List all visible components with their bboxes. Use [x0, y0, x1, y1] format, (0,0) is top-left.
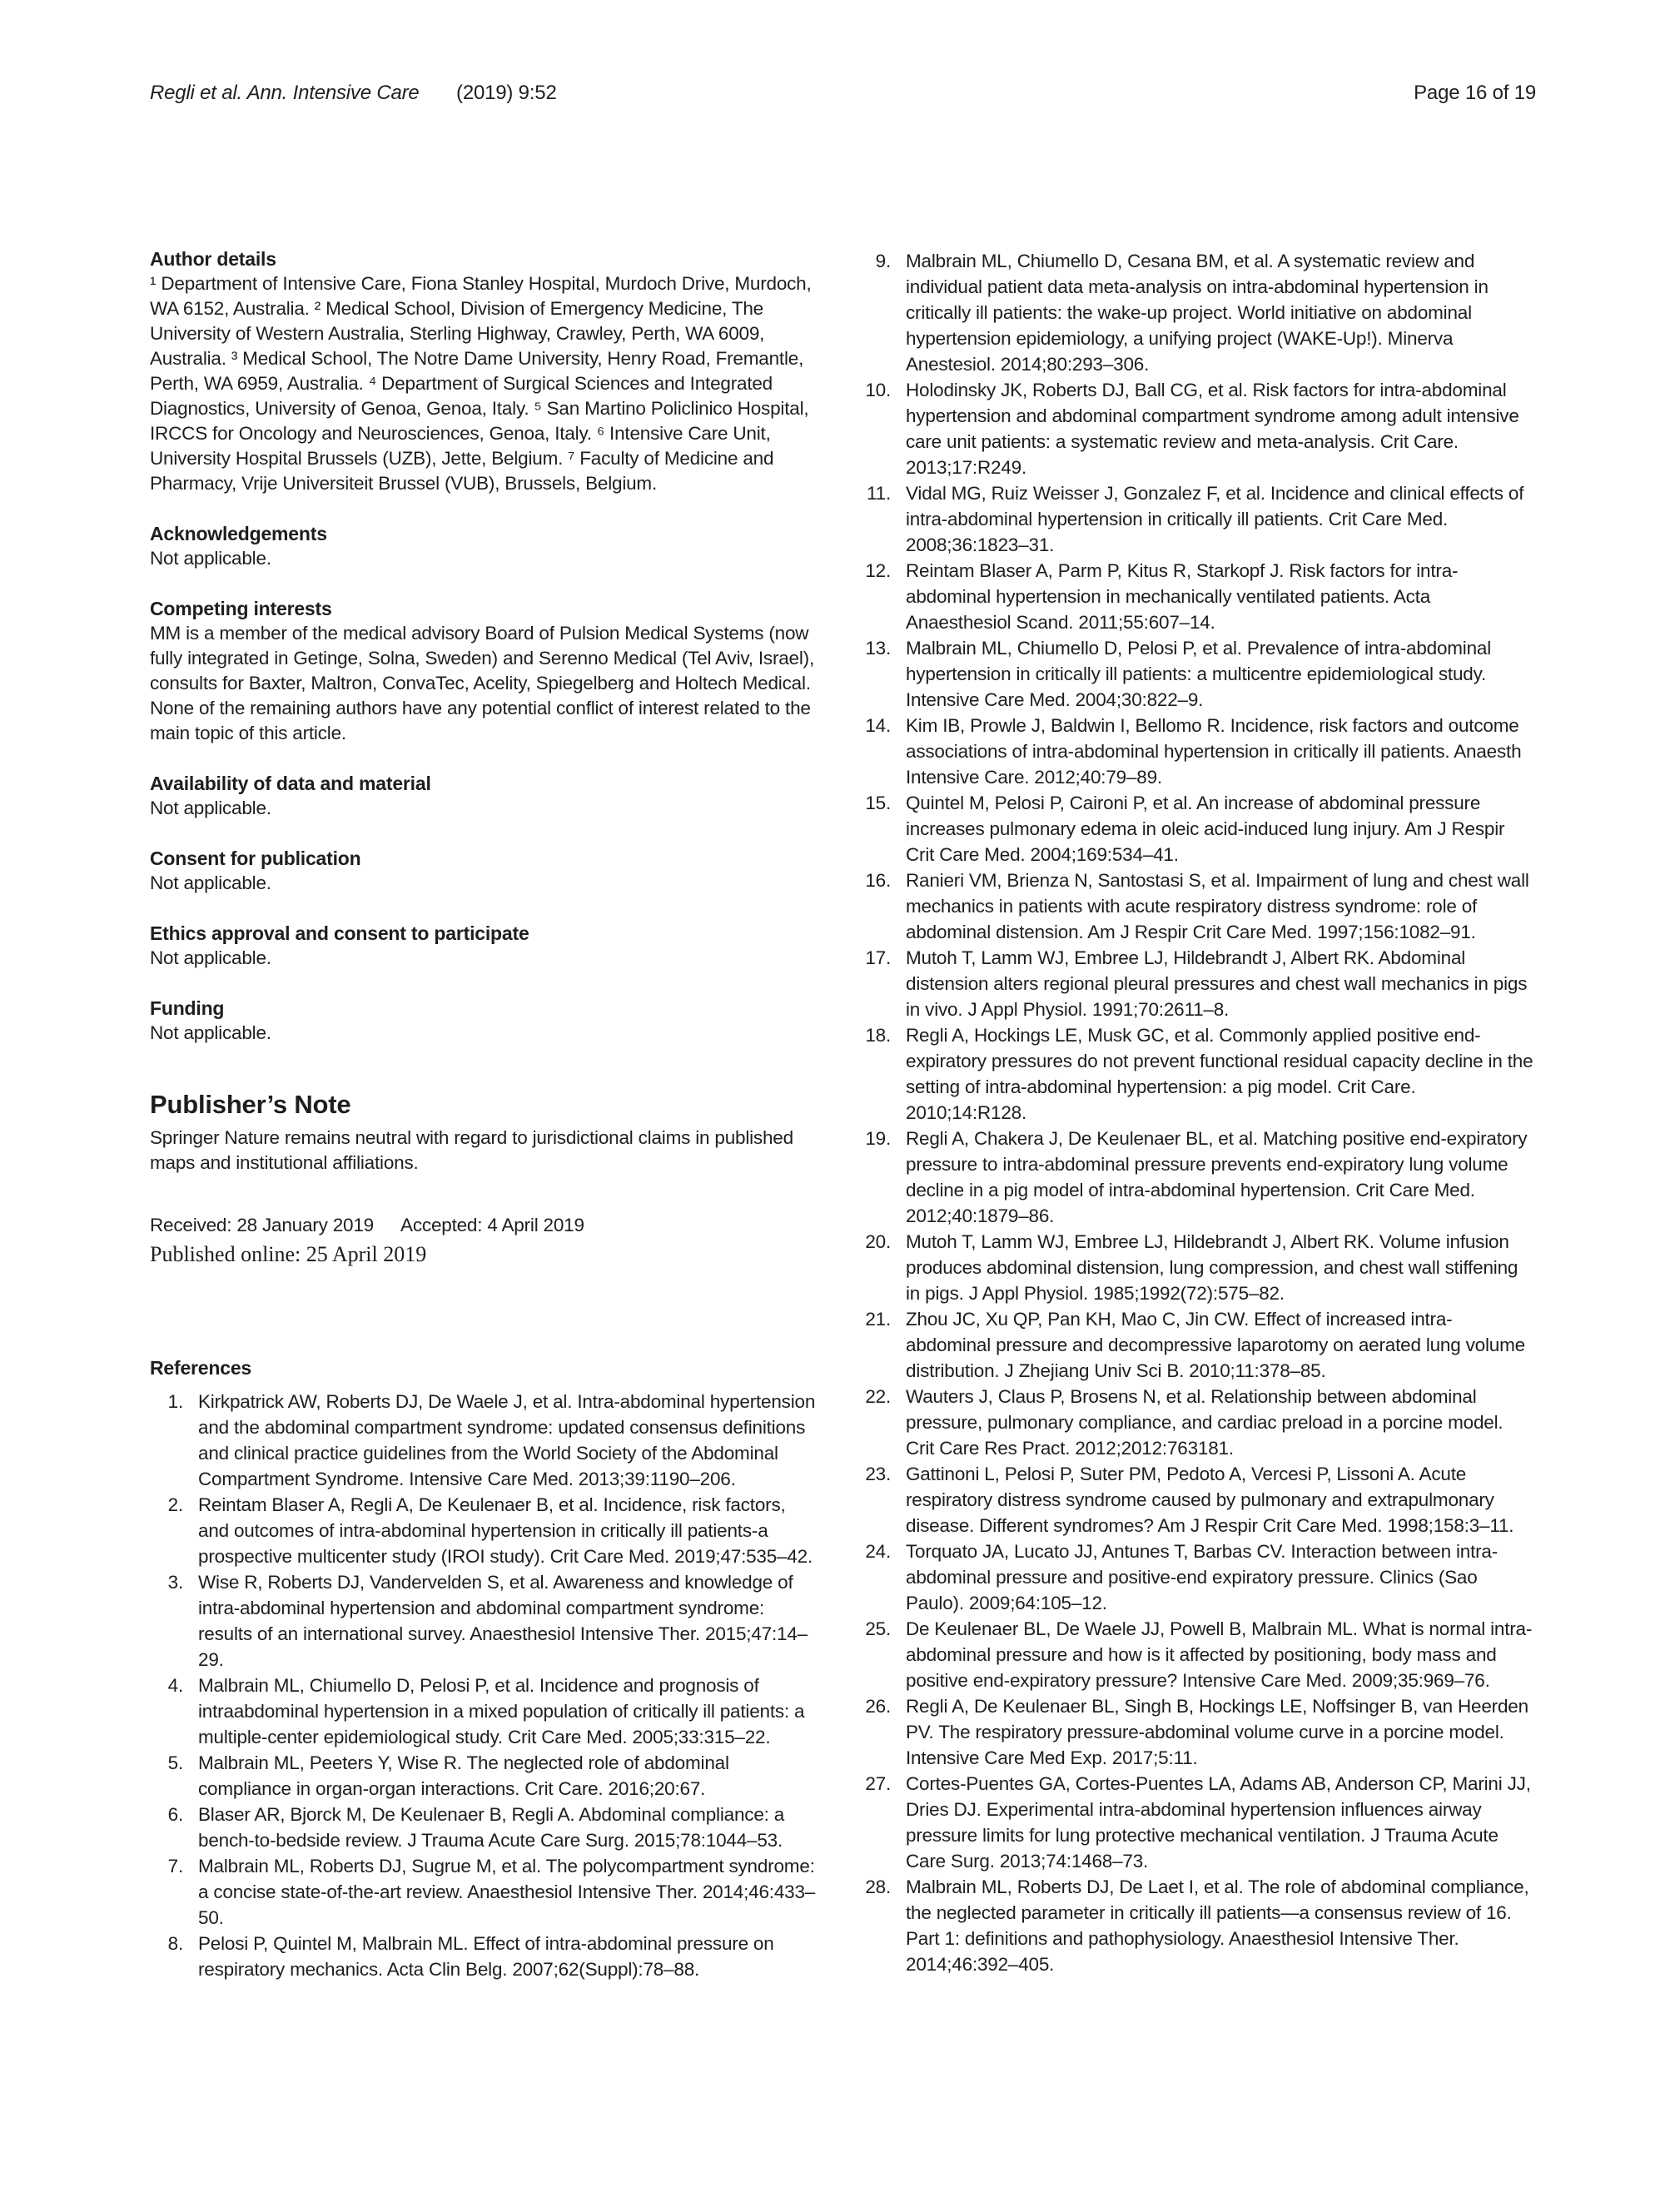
reference-item [150, 1802, 820, 1853]
section-body: Not applicable. [150, 548, 271, 569]
reference-number: 20. [865, 1231, 891, 1252]
reference-item [857, 377, 1536, 480]
reference-number: 28. [865, 1876, 891, 1897]
reference-number: 10. [865, 380, 891, 400]
section-heading: Acknowledgements [150, 523, 327, 544]
publishers-note-heading: Publisher’s Note [150, 1090, 351, 1119]
reference-number: 17. [865, 947, 891, 968]
reference-item [150, 1931, 820, 1982]
section-heading: Ethics approval and consent to participate [150, 922, 529, 944]
reference-item [857, 1538, 1536, 1616]
reference-item [150, 1750, 820, 1802]
reference-number: 21. [865, 1309, 891, 1330]
reference-item [150, 1569, 820, 1673]
reference-number: 12. [865, 560, 891, 581]
reference-text: Regli A, Hockings LE, Musk GC, et al. Commonly applied positive end-expiratory pressures do not prevent functional residual capacity decline in the setting of intra-abdominal hypertension: a pig model. Crit Care. 2010;14:R128. [906, 1025, 1533, 1123]
reference-number: 11. [866, 483, 891, 504]
reference-text: Kirkpatrick AW, Roberts DJ, De Waele J, et al. Intra-abdominal hypertension and the abdominal compartment syndrome: updated consensus definitions and clinical practice guidelines from the World Society of the Abdominal Compartment Syndrome. Intensive Care Med. 2013;39:1190–206. [198, 1391, 816, 1489]
received-accepted-line [150, 1212, 820, 1239]
reference-number: 24. [865, 1541, 891, 1562]
reference-text: Reintam Blaser A, Parm P, Kitus R, Starkopf J. Risk factors for intra-abdominal hypertension in mechanically ventilated patients. Acta Anaesthesiol Scand. 2011;55:607–14. [906, 560, 1459, 633]
section-heading: Competing interests [150, 598, 332, 619]
reference-item [150, 1673, 820, 1750]
reference-text: Kim IB, Prowle J, Baldwin I, Bellomo R. Incidence, risk factors and outcome associations of intra-abdominal hypertension in critically ill patients. Anaesth Intensive Care. 2012;40:79–89. [906, 715, 1522, 788]
reference-number: 7. [167, 1856, 183, 1876]
reference-item [150, 1853, 820, 1931]
reference-number: 26. [865, 1696, 891, 1717]
reference-text: Holodinsky JK, Roberts DJ, Ball CG, et al. Risk factors for intra-abdominal hypertension and abdominal compartment syndrome among adult intensive care unit patients: a systematic review and meta-analysis. Crit Care. 2013;17:R249. [906, 380, 1519, 478]
reference-text: Regli A, Chakera J, De Keulenaer BL, et al. Matching positive end-expiratory pressure to intra-abdominal pressure prevents end-expiratory lung volume decline in a pig model of intra-abdominal hypertension. Crit Care Med. 2012;40:1879–86. [906, 1128, 1528, 1226]
reference-text: Ranieri VM, Brienza N, Santostasi S, et al. Impairment of lung and chest wall mechanics in patients with acute respiratory distress syndrome: role of abdominal distension. Am J Respir Crit Care Med. 1997;156:1082–91. [906, 870, 1529, 942]
reference-item [857, 713, 1536, 790]
page-number: Page 16 of 19 [1414, 82, 1536, 104]
section-consent [150, 846, 820, 896]
accepted-label: Accepted: [400, 1215, 483, 1235]
section-body: Not applicable. [150, 872, 271, 893]
reference-item [857, 1461, 1536, 1538]
reference-text: Mutoh T, Lamm WJ, Embree LJ, Hildebrandt J, Albert RK. Abdominal distension alters regional pleural pressures and chest wall mechanics in pigs in vivo. J Appl Physiol. 1991;70:2611–8. [906, 947, 1528, 1020]
reference-text: Wise R, Roberts DJ, Vandervelden S, et al. Awareness and knowledge of intra-abdominal hypertension and abdominal compartment syndrome: results of an international survey. Anaesthesiol Intensive Ther. 2015;47:14–29. [198, 1572, 808, 1670]
left-column [150, 246, 820, 1982]
reference-number: 3. [167, 1572, 183, 1593]
reference-item [150, 1389, 820, 1492]
reference-text: Quintel M, Pelosi P, Caironi P, et al. An increase of abdominal pressure increases pulmonary edema in oleic acid-induced lung injury. Am J Respir Crit Care Med. 2004;169:534–41. [906, 793, 1505, 865]
reference-number: 8. [167, 1933, 183, 1954]
reference-text: Zhou JC, Xu QP, Pan KH, Mao C, Jin CW. Effect of increased intra-abdominal pressure and decompressive laparotomy on aerated lung volume distribution. J Zhejiang Univ Sci B. 2010;11:378–85. [906, 1309, 1525, 1381]
references-list-left [150, 1389, 820, 1982]
reference-number: 9. [875, 251, 891, 271]
section-publishers-note [150, 1089, 820, 1176]
reference-number: 19. [865, 1128, 891, 1149]
reference-item [857, 945, 1536, 1022]
reference-number: 22. [865, 1386, 891, 1407]
reference-text: Torquato JA, Lucato JJ, Antunes T, Barbas CV. Interaction between intra-abdominal pressure and positive-end expiratory pressure. Clinics (Sao Paulo). 2009;64:105–12. [906, 1541, 1498, 1613]
reference-item [857, 480, 1536, 558]
right-column [857, 246, 1536, 1982]
section-funding [150, 996, 820, 1046]
section-heading: Consent for publication [150, 848, 361, 869]
section-ethics [150, 921, 820, 971]
reference-item [857, 1616, 1536, 1693]
reference-number: 4. [167, 1675, 183, 1696]
reference-item [857, 248, 1536, 377]
reference-number: 1. [167, 1391, 183, 1412]
reference-text: Blaser AR, Bjorck M, De Keulenaer B, Regli A. Abdominal compliance: a bench-to-bedside review. J Trauma Acute Care Surg. 2015;78:1044–53. [198, 1804, 785, 1851]
references-list-right [857, 248, 1536, 1977]
section-body: Not applicable. [150, 798, 271, 818]
section-acknowledgements [150, 521, 820, 571]
reference-item [150, 1492, 820, 1569]
section-competing-interests [150, 596, 820, 746]
reference-text: Regli A, De Keulenaer BL, Singh B, Hockings LE, Noffsinger B, van Heerden PV. The respiratory pressure-abdominal volume curve in a porcine model. Intensive Care Med Exp. 2017;5:11. [906, 1696, 1528, 1768]
reference-item [857, 1126, 1536, 1229]
reference-item [857, 1022, 1536, 1126]
reference-item [857, 867, 1536, 945]
section-heading: Funding [150, 997, 225, 1019]
reference-item [857, 1306, 1536, 1384]
reference-text: Wauters J, Claus P, Brosens N, et al. Relationship between abdominal pressure, pulmonary compliance, and cardiac preload in a porcine model. Crit Care Res Pract. 2012;2012:763181. [906, 1386, 1503, 1459]
reference-item [857, 1771, 1536, 1874]
reference-text: Pelosi P, Quintel M, Malbrain ML. Effect of intra-abdominal pressure on respiratory mechanics. Acta Clin Belg. 2007;62(Suppl):78–88. [198, 1933, 774, 1980]
reference-item [857, 1229, 1536, 1306]
reference-text: Malbrain ML, Roberts DJ, Sugrue M, et al. The polycompartment syndrome: a concise state-of-the-art review. Anaesthesiol Intensive Ther. 2014;46:433–50. [198, 1856, 816, 1928]
reference-number: 23. [865, 1464, 891, 1484]
reference-number: 13. [865, 638, 891, 659]
reference-text: Malbrain ML, Chiumello D, Cesana BM, et al. A systematic review and individual patient data meta-analysis on intra-abdominal hypertension in critically ill patients: the wake-up project. World initiative on abdominal hypertension epidemiology, a unifying project (WAKE-Up!). Minerva Anestesiol. 2014;80:293–306. [906, 251, 1489, 375]
reference-text: Cortes-Puentes GA, Cortes-Puentes LA, Adams AB, Anderson CP, Marini JJ, Dries DJ. Experimental intra-abdominal hypertension influences airway pressure limits for lung protective mechanical ventilation. J Trauma Acute Care Surg. 2013;74:1468–73. [906, 1773, 1531, 1872]
volume-issue: (2019) 9:52 [456, 82, 557, 104]
reference-number: 18. [865, 1025, 891, 1046]
reference-number: 6. [167, 1804, 183, 1825]
reference-item [857, 1384, 1536, 1461]
reference-item [857, 1874, 1536, 1977]
received-date: 28 January 2019 [236, 1215, 374, 1235]
reference-text: Vidal MG, Ruiz Weisser J, Gonzalez F, et al. Incidence and clinical effects of intra-abdominal hypertension in critically ill patients. Crit Care Med. 2008;36:1823–31. [906, 483, 1524, 555]
reference-item [857, 790, 1536, 867]
reference-number: 14. [865, 715, 891, 736]
journal-citation: Regli et al. Ann. Intensive Care [150, 82, 420, 104]
section-heading: Author details [150, 248, 276, 270]
reference-text: Malbrain ML, Chiumello D, Pelosi P, et al. Incidence and prognosis of intraabdominal hypertension in a mixed population of critically ill patients: a multiple-center epidemiological study. Crit Care Med. 2005;33:315–22. [198, 1675, 805, 1747]
reference-item [857, 558, 1536, 635]
reference-text: De Keulenaer BL, De Waele JJ, Powell B, Malbrain ML. What is normal intra-abdominal pressure and how is it affected by positioning, body mass and positive end-expiratory pressure? Intensive Care Med. 2009;35:969–76. [906, 1618, 1533, 1691]
running-title [150, 82, 557, 105]
two-column-body [150, 246, 1536, 1982]
accepted-date: 4 April 2019 [487, 1215, 584, 1235]
reference-item [857, 635, 1536, 713]
section-heading: Availability of data and material [150, 773, 431, 794]
section-body: MM is a member of the medical advisory Board of Pulsion Medical Systems (now fully integrated in Getinge, Solna, Sweden) and Serenno Medical (Tel Aviv, Israel), consults for Baxter, Maltron, ConvaTec, Acelity, Spiegelberg and Holtech Medical. None of the remaining authors have any potential conflict of interest related to the main topic of this article. [150, 623, 815, 743]
reference-number: 5. [167, 1752, 183, 1773]
reference-text: Malbrain ML, Roberts DJ, De Laet I, et al. The role of abdominal compliance, the neglected parameter in critically ill patients—a consensus review of 16. Part 1: definitions and pathophysiology. Anaesthesiol Intensive Ther. 2014;46:392–405. [906, 1876, 1529, 1975]
publishers-note-body: Springer Nature remains neutral with regard to jurisdictional claims in published maps and institutional affiliations. [150, 1127, 793, 1173]
running-header [150, 82, 1536, 105]
reference-number: 27. [865, 1773, 891, 1794]
reference-text: Reintam Blaser A, Regli A, De Keulenaer B, et al. Incidence, risk factors, and outcomes of intra-abdominal hypertension in critically ill patients-a prospective multicenter study (IROI study). Crit Care Med. 2019;47:535–42. [198, 1494, 813, 1567]
section-body: Not applicable. [150, 947, 271, 968]
reference-text: Malbrain ML, Peeters Y, Wise R. The neglected role of abdominal compliance in organ-organ interactions. Crit Care. 2016;20:67. [198, 1752, 729, 1799]
reference-text: Malbrain ML, Chiumello D, Pelosi P, et al. Prevalence of intra-abdominal hypertension in critically ill patients: a multicentre epidemiological study. Intensive Care Med. 2004;30:822–9. [906, 638, 1492, 710]
reference-number: 2. [167, 1494, 183, 1515]
reference-item [857, 1693, 1536, 1771]
references-heading: References [150, 1357, 252, 1379]
section-availability [150, 771, 820, 821]
reference-text: Gattinoni L, Pelosi P, Suter PM, Pedoto A, Vercesi P, Lissoni A. Acute respiratory distress syndrome caused by pulmonary and extrapulmonary disease. Different syndromes? Am J Respir Crit Care Med. 1998;158:3–11. [906, 1464, 1514, 1536]
section-body: ¹ Department of Intensive Care, Fiona Stanley Hospital, Murdoch Drive, Murdoch, WA 6152, Australia. ² Medical School, Division of Emergency Medicine, The University of Western Australia, Sterling Highway, Crawley, Perth, WA 6009, Australia. ³ Medical School, The Notre Dame University, Henry Road, Fremantle, Perth, WA 6959, Australia. ⁴ Department of Surgical Sciences and Integrated Diagnostics, University of Genoa, Genoa, Italy. ⁵ San Martino Policlinico Hospital, IRCCS for Oncology and Neurosciences, Genoa, Italy. ⁶ Intensive Care Unit, University Hospital Brussels (UZB), Jette, Belgium. ⁷ Faculty of Medicine and Pharmacy, Vrije Universiteit Brussel (VUB), Brussels, Belgium. [150, 273, 812, 494]
section-author-details [150, 246, 820, 496]
received-label: Received: [150, 1215, 232, 1235]
reference-number: 15. [865, 793, 891, 813]
section-body: Not applicable. [150, 1022, 271, 1043]
reference-number: 16. [865, 870, 891, 891]
published-online-line: Published online: 25 April 2019 [150, 1242, 427, 1266]
reference-number: 25. [865, 1618, 891, 1639]
article-dates [150, 1212, 820, 1269]
reference-text: Mutoh T, Lamm WJ, Embree LJ, Hildebrandt J, Albert RK. Volume infusion produces abdominal distension, lung compression, and chest wall stiffening in pigs. J Appl Physiol. 1985;1992(72):575–82. [906, 1231, 1518, 1304]
